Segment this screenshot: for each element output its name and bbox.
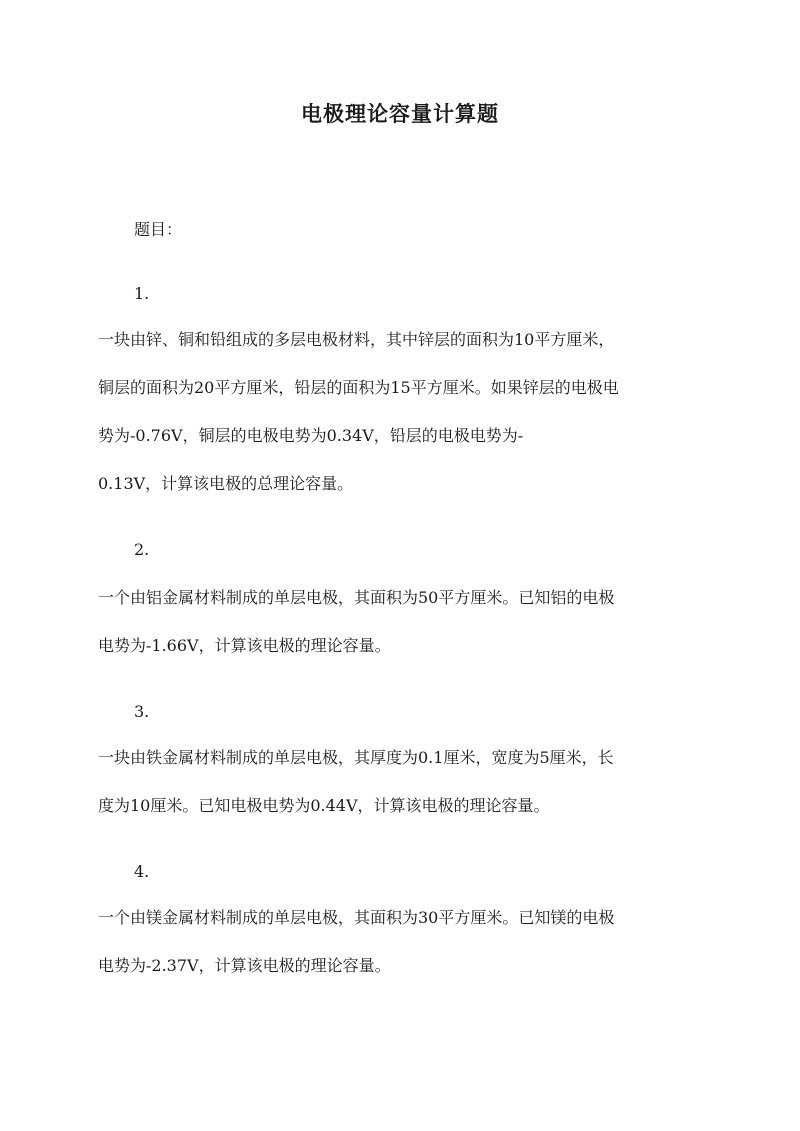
- question-2-line-1: 一个由铝金属材料制成的单层电极，其面积为50平方厘米。已知铝的电极: [98, 588, 615, 607]
- question-3-number: 3.: [134, 702, 150, 721]
- question-2-line-2: 电势为-1.66V，计算该电极的理论容量。: [98, 636, 391, 655]
- question-1-number: 1.: [134, 284, 150, 303]
- question-3-text: [98, 746, 708, 818]
- question-1-text: [98, 328, 708, 496]
- question-4-number: 4.: [134, 862, 150, 881]
- question-1-line-3: 势为-0.76V，铜层的电极电势为0.34V，铅层的电极电势为-: [98, 426, 524, 445]
- page-title: 电极理论容量计算题: [301, 101, 499, 126]
- question-1-line-2: 铜层的面积为20平方厘米，铅层的面积为15平方厘米。如果锌层的电极电: [98, 378, 619, 397]
- question-2-text: [98, 586, 708, 658]
- question-4-line-2: 电势为-2.37V，计算该电极的理论容量。: [98, 956, 391, 975]
- question-3-line-2: 度为10厘米。已知电极电势为0.44V，计算该电极的理论容量。: [98, 796, 550, 815]
- question-4-text: [98, 906, 708, 978]
- question-2-number: 2.: [134, 540, 150, 559]
- question-1-line-4: 0.13V，计算该电极的总理论容量。: [98, 474, 354, 493]
- question-3-line-1: 一块由铁金属材料制成的单层电极，其厚度为0.1厘米，宽度为5厘米，长: [98, 748, 614, 767]
- question-4-line-1: 一个由镁金属材料制成的单层电极，其面积为30平方厘米。已知镁的电极: [98, 908, 615, 927]
- section-label: 题目：: [134, 220, 183, 239]
- question-1-line-1: 一块由锌、铜和铅组成的多层电极材料，其中锌层的面积为10平方厘米，: [98, 330, 615, 349]
